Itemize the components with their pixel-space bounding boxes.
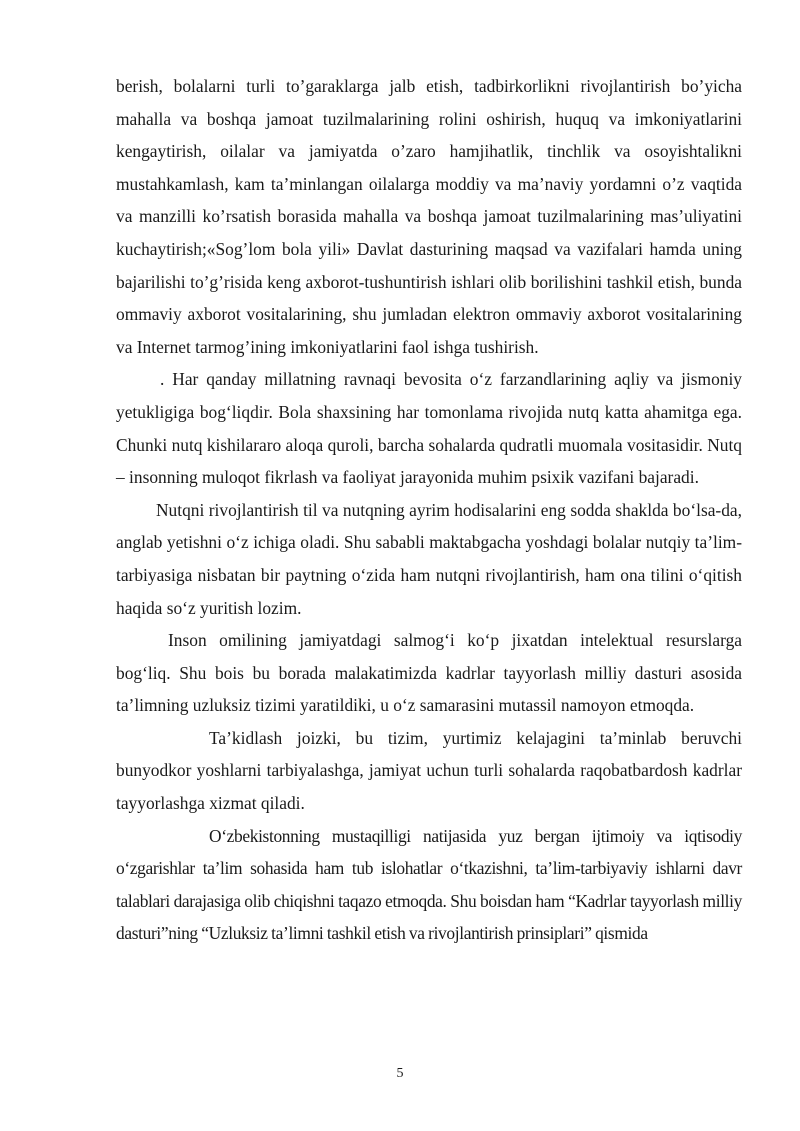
paragraph-nation-development: . Har qanday millatning ravnaqi bevosita oʻz farzandlarining aqliy va jismoniy yetukligiga bogʻliqdir. Bola shaxsining har tomonlama rivojida nutq katta ahamitga ega. Chunki nutq kishilararo aloqa quroli, barcha sohalarda qudratli muomala vositasidir. Nutq – insonning muloqot fikrlash va faoliyat jarayonida muhim psixik vazifani bajaradi. [116, 369, 742, 488]
paragraph-system-note: Taʼkidlash joizki, bu tizim, yurtimiz kelajagini taʼminlab beruvchi bunyodkor yoshlarni tarbiyalashga, jamiyat uchun turli sohalarda raqobatbardosh kadrlar tayyorlashga xizmat qiladi. [116, 727, 742, 814]
page-number: 5 [396, 1066, 404, 1081]
paragraph-independence: Oʻzbekistonning mustaqilligi natijasida yuz bergan ijtimoiy va iqtisodiy oʻzgarishlar taʼlim sohasida ham tub islohatlar oʻtkazishni, taʼlim-tarbiyaviy ishlarni davr talablari darajasiga olib chiqishni taqazo etmoqda. Shu boisdan ham “Kadrlar tayyorlash milliy dasturi”ning “Uzluksiz taʼlimni tashkil etish va rivojlantirish prinsiplari” qismida [116, 825, 742, 944]
paragraph-continuation: berish, bolalarni turli to’garaklarga jalb etish, tadbirkorlikni rivojlantirish bo’yicha mahalla va boshqa jamoat tuzilmalarining rolini oshirish, huquq va imkoniyatlarini kengaytirish, oilalar va jamiyatda o’zaro hamjihatlik, tinchlik va osoyishtalikni mustahkamlash, kam ta’minlangan oilalarga moddiy va ma’naviy yordamni o’z vaqtida va manzilli ko’rsatish borasida mahalla va boshqa jamoat tuzilmalarining mas’uliyatini kuchaytirish;«Sog’lom bola yili» Davlat dasturining maqsad va vazifalari hamda uning bajarilishi to’g’risida keng axborot-tushuntirish ishlari olib borilishini tashkil etish, bunda ommaviy axborot vositalarining, shu jumladan elektron ommaviy axborot vositalarining va Internet tarmog’ining imkoniyatlarini faol ishga tushirish. [116, 76, 742, 357]
paragraph-human-factor: Inson omilining jamiyatdagi salmogʻi koʻp jixatdan intelektual resurslarga bogʻliq. Shu bois bu borada malakatimizda kadrlar tayyorlash milliy dasturi asosida taʼlimning uzluksiz tizimi yaratildiki, u oʻz samarasini mutassil namoyon etmoqda. [116, 630, 742, 716]
document-page [116, 70, 742, 950]
paragraph-speech-development: Nutqni rivojlantirish til va nutqning ayrim hodisalarini eng sodda shaklda boʻlsa-da, anglab yetishni oʻz ichiga oladi. Shu sababli maktabgacha yoshdagi bolalar nutqiy taʼlim-tarbiyasiga nisbatan bir paytning oʻzida ham nutqni rivojlantirish, ham ona tilini oʻqitish haqida soʻz yuritish lozim. [116, 499, 742, 618]
